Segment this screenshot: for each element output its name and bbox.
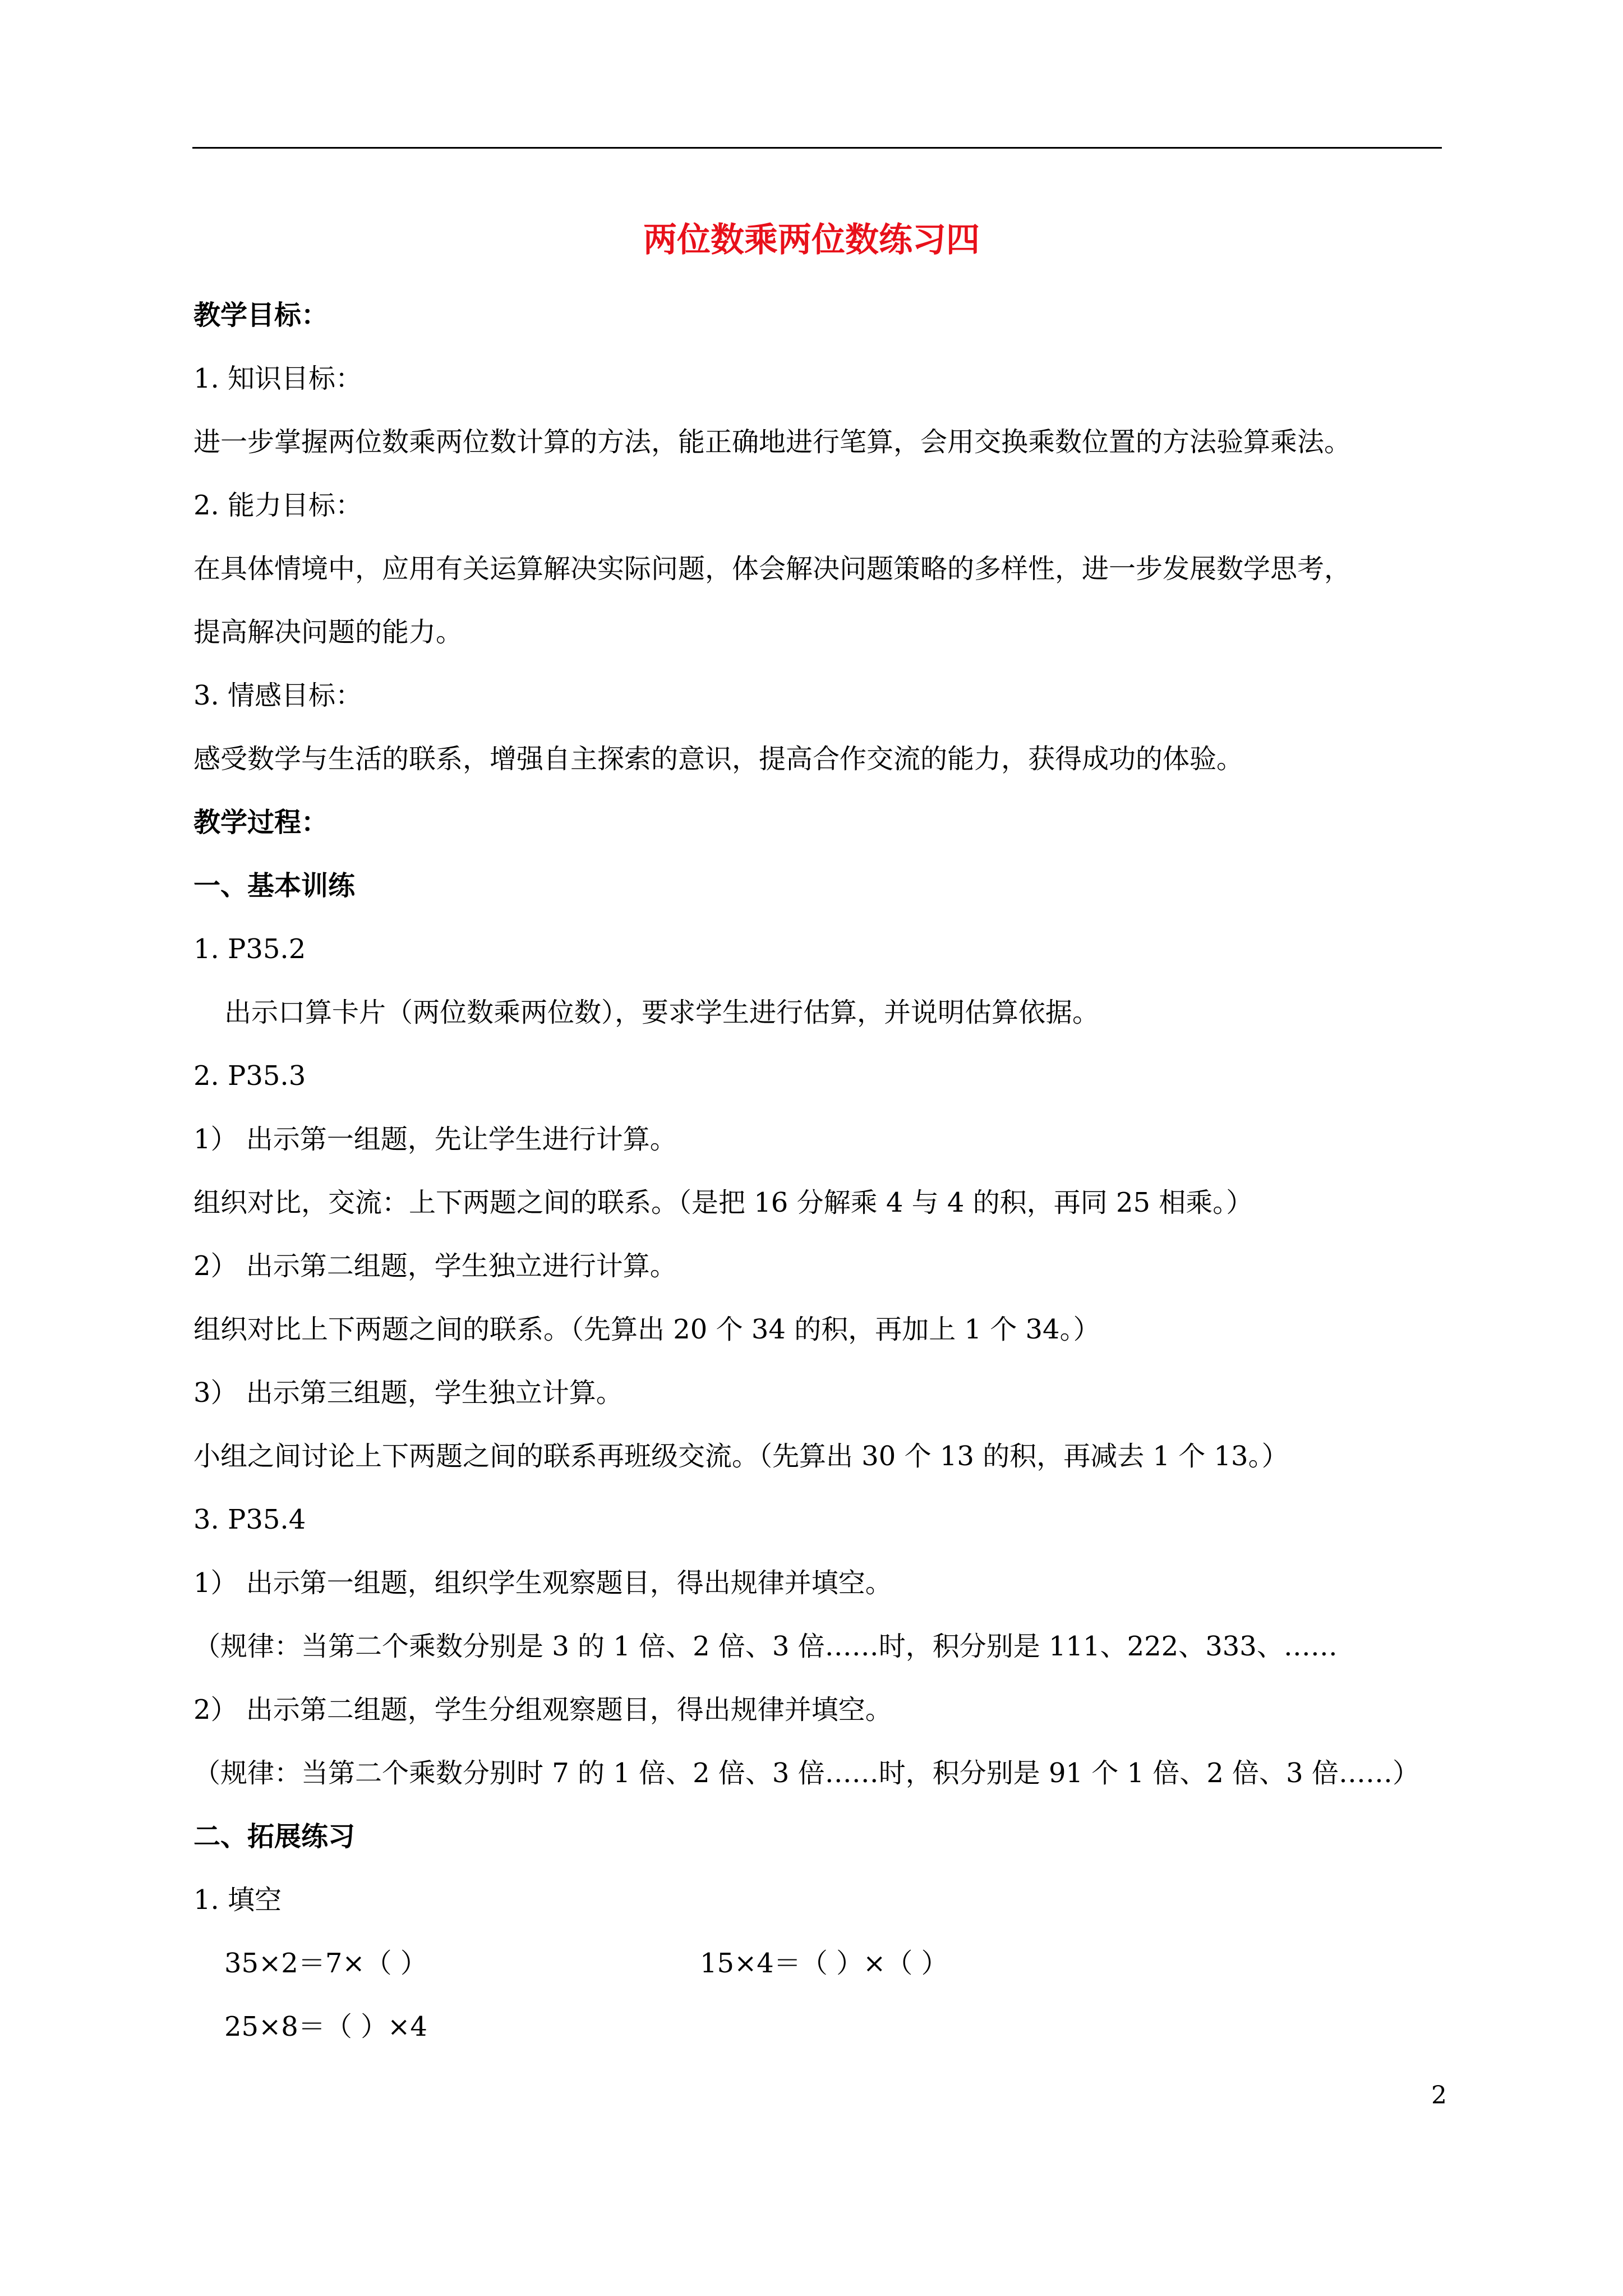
item3-step2-note: （规律：当第二个乘数分别时 7 的 1 倍、2 倍、3 倍……时，积分别是 91 个 1 倍、2 倍、3 倍……）	[193, 1757, 1419, 1789]
item2-step1-note: 组织对比，交流：上下两题之间的联系。（是把 16 分解乘 4 与 4 的积，再同 25 相乘。）	[193, 1187, 1253, 1218]
emotion-objective-label: 3. 情感目标：	[193, 680, 363, 711]
fill-question-1: 35×2＝7×（ ）	[224, 1948, 427, 1979]
ability-objective-text-line2: 提高解决问题的能力。	[193, 616, 463, 648]
item2-label: 2. P35.3	[193, 1060, 306, 1092]
item3-step1: 1） 出示第一组题，组织学生观察题目，得出规律并填空。	[193, 1567, 892, 1599]
item2-step2-note: 组织对比上下两题之间的联系。（先算出 20 个 34 的积，再加上 1 个 34。）	[193, 1314, 1100, 1345]
header-rule	[192, 147, 1442, 149]
section-basic-training-heading: 一、基本训练	[193, 870, 356, 901]
ability-objective-text-line1: 在具体情境中，应用有关运算解决实际问题，体会解决问题策略的多样性，进一步发展数学思考，	[193, 553, 1352, 585]
emotion-objective-text: 感受数学与生活的联系，增强自主探索的意识，提高合作交流的能力，获得成功的体验。	[193, 743, 1244, 775]
item3-label: 3. P35.4	[193, 1504, 306, 1535]
fill-in-label: 1. 填空	[193, 1884, 282, 1916]
item2-step3-note: 小组之间讨论上下两题之间的联系再班级交流。（先算出 30 个 13 的积，再减去 1 个 13。）	[193, 1441, 1289, 1472]
objectives-heading: 教学目标：	[193, 300, 329, 331]
knowledge-objective-text: 进一步掌握两位数乘两位数计算的方法，能正确地进行笔算，会用交换乘数位置的方法验算乘法。	[193, 426, 1352, 458]
item1-text: 出示口算卡片（两位数乘两位数），要求学生进行估算，并说明估算依据。	[224, 997, 1100, 1028]
item3-step2: 2） 出示第二组题，学生分组观察题目，得出规律并填空。	[193, 1694, 892, 1726]
item2-step2: 2） 出示第二组题，学生独立进行计算。	[193, 1250, 677, 1282]
document-title: 两位数乘两位数练习四	[643, 220, 980, 260]
item3-step1-note: （规律：当第二个乘数分别是 3 的 1 倍、2 倍、3 倍……时，积分别是 111、222、333、……	[193, 1631, 1338, 1662]
knowledge-objective-label: 1. 知识目标：	[193, 363, 363, 394]
ability-objective-label: 2. 能力目标：	[193, 490, 363, 521]
item1-label: 1. P35.2	[193, 933, 306, 965]
fill-question-3: 25×8＝（ ）×4	[224, 2011, 427, 2042]
item2-step1: 1） 出示第一组题，先让学生进行计算。	[193, 1124, 677, 1155]
process-heading: 教学过程：	[193, 807, 329, 838]
page-number: 2	[1431, 2081, 1447, 2110]
fill-question-2: 15×4＝（ ）×（ ）	[700, 1948, 948, 1979]
item2-step3: 3） 出示第三组题，学生独立计算。	[193, 1377, 623, 1409]
section-extension-practice-heading: 二、拓展练习	[193, 1821, 356, 1852]
